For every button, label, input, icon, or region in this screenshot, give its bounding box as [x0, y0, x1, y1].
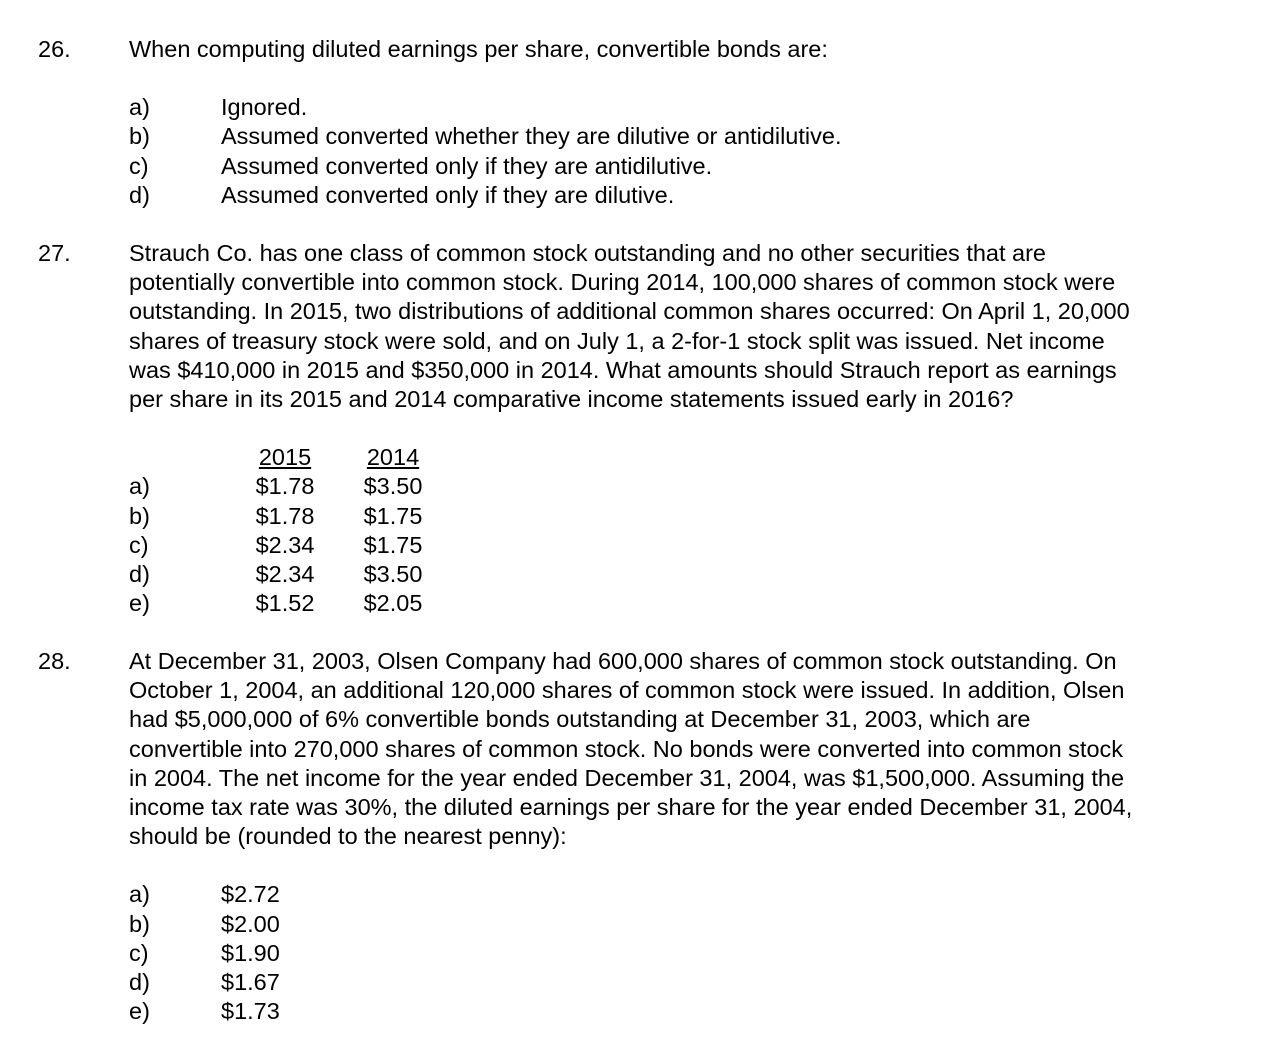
stem-line: potentially convertible into common stock. During 2014, 100,000 shares of common stock were [129, 269, 1116, 296]
table-header-row [129, 443, 1239, 472]
option-c [129, 939, 1239, 968]
value-2015: $2.34 [255, 531, 315, 558]
option-letter: c) [129, 939, 149, 966]
question-28-number: 28. [38, 648, 71, 674]
option-letter: a) [129, 473, 150, 500]
option-d [129, 560, 1239, 589]
option-text: $2.00 [221, 910, 280, 937]
value-2014: $3.50 [363, 560, 423, 587]
question-28-stem [129, 647, 1239, 851]
option-letter: b) [129, 910, 150, 937]
option-c [129, 531, 1239, 560]
option-d [129, 181, 1239, 210]
option-text: $1.73 [221, 998, 280, 1025]
option-letter: e) [129, 590, 150, 617]
option-letter: d) [129, 560, 150, 587]
option-letter: a) [129, 881, 150, 908]
option-b [129, 122, 1239, 151]
option-letter: d) [129, 968, 150, 995]
value-2015: $2.34 [255, 560, 315, 587]
stem-line: should be (rounded to the nearest penny): [129, 823, 567, 850]
option-e [129, 589, 1239, 618]
option-c [129, 152, 1239, 181]
option-text: Assumed converted only if they are dilutive. [221, 181, 675, 208]
option-letter: b) [129, 123, 150, 150]
option-d [129, 968, 1239, 997]
stem-line: outstanding. In 2015, two distributions of additional common shares occurred: On April 1, 20,000 [129, 298, 1130, 325]
value-2014: $3.50 [363, 473, 423, 500]
question-26 [129, 35, 1239, 210]
option-letter: e) [129, 998, 150, 1025]
option-b [129, 910, 1239, 939]
option-letter: a) [129, 94, 150, 121]
stem-line: convertible into 270,000 shares of common stock. No bonds were converted into common stock [129, 735, 1124, 762]
option-b [129, 502, 1239, 531]
question-27-options-table [129, 443, 1239, 618]
value-2014: $2.05 [363, 590, 423, 617]
question-28-options [129, 880, 1239, 1026]
option-a [129, 93, 1239, 122]
option-a [129, 880, 1239, 909]
option-text: $1.67 [221, 968, 280, 995]
option-text: $2.72 [221, 881, 280, 908]
column-header-2014: 2014 [366, 444, 420, 471]
stem-line: October 1, 2004, an additional 120,000 shares of common stock were issued. In addition, Olsen [129, 677, 1125, 704]
stem-line: per share in its 2015 and 2014 comparative income statements issued early in 2016? [129, 386, 1014, 413]
stem-line: was $410,000 in 2015 and $350,000 in 2014. What amounts should Strauch report as earnings [129, 356, 1117, 383]
option-letter: c) [129, 152, 149, 179]
stem-line: When computing diluted earnings per share, convertible bonds are: [129, 36, 828, 62]
question-26-stem [129, 35, 1239, 64]
value-2014: $1.75 [363, 502, 423, 529]
value-2014: $1.75 [363, 531, 423, 558]
stem-line: had $5,000,000 of 6% convertible bonds outstanding at December 31, 2003, which are [129, 706, 1031, 733]
stem-line: income tax rate was 30%, the diluted earnings per share for the year ended December 31, 2004, [129, 794, 1133, 821]
stem-line: At December 31, 2003, Olsen Company had 600,000 shares of common stock outstanding. On [129, 648, 1117, 674]
stem-line: Strauch Co. has one class of common stock outstanding and no other securities that are [129, 240, 1047, 266]
option-text: $1.90 [221, 939, 280, 966]
option-text: Assumed converted whether they are dilutive or antidilutive. [221, 123, 842, 150]
question-27-number: 27. [38, 240, 71, 266]
question-27-stem [129, 239, 1239, 414]
value-2015: $1.52 [255, 590, 315, 617]
option-e [129, 997, 1239, 1026]
question-26-number: 26. [38, 36, 71, 62]
value-2015: $1.78 [255, 502, 315, 529]
option-letter: d) [129, 181, 150, 208]
option-letter: c) [129, 531, 149, 558]
question-28 [129, 647, 1239, 1026]
option-text: Ignored. [221, 94, 308, 121]
stem-line: in 2004. The net income for the year ended December 31, 2004, was $1,500,000. Assuming the [129, 764, 1125, 791]
column-header-2015: 2015 [258, 444, 312, 471]
option-letter: b) [129, 502, 150, 529]
option-text: Assumed converted only if they are antidilutive. [221, 152, 713, 179]
value-2015: $1.78 [255, 473, 315, 500]
question-26-options [129, 93, 1239, 210]
question-27 [129, 239, 1239, 618]
stem-line: shares of treasury stock were sold, and on July 1, a 2-for-1 stock split was issued. Net income [129, 327, 1105, 354]
option-a [129, 472, 1239, 501]
